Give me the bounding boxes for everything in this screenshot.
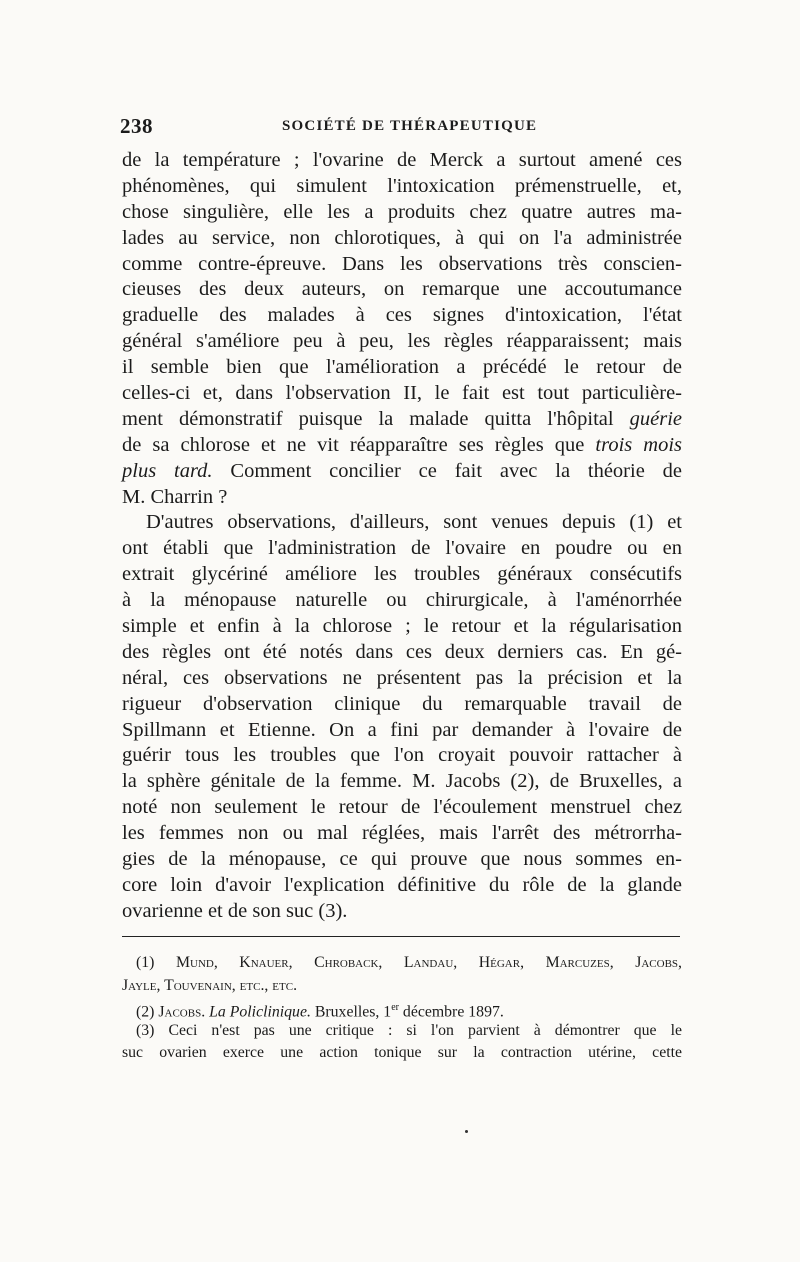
text-line: simple et enfin à la chlorose ; le retour et la régularisation <box>122 615 682 638</box>
text-line: des règles ont été notés dans ces deux derniers cas. En gé- <box>122 640 682 663</box>
text-line <box>122 459 682 485</box>
text-line: il semble bien que l'amélioration a précédé le retour de <box>122 356 682 379</box>
text-line: phénomènes, qui simulent l'intoxication prémenstruelle, et, <box>122 174 682 197</box>
text-line: noté non seulement le retour de l'écoulement menstruel chez <box>122 796 682 819</box>
text-line: les femmes non ou mal réglées, mais l'arrêt des métrorrha- <box>122 822 682 845</box>
text-line: ovarienne et de son suc (3). <box>122 899 348 922</box>
footnote-journal-title: La Policlinique. <box>209 1003 311 1021</box>
text-fragment: ment démonstratif puisque la malade quitta l'hôpital <box>122 407 614 430</box>
text-line: Spillmann et Etienne. On a fini par demander à l'ovaire de <box>122 718 682 741</box>
text-line: comme contre-épreuve. Dans les observations très conscien- <box>122 252 682 275</box>
text-fragment: Comment concilier ce fait avec la théorie de <box>230 459 682 482</box>
page-number: 238 <box>120 114 153 138</box>
text-line: de la température ; l'ovarine de Merck a surtout amené ces <box>122 149 682 171</box>
italic-fragment: guérie <box>629 407 683 430</box>
text-line: rigueur d'observation clinique du remarquable travail de <box>122 692 682 715</box>
text-line: M. Charrin ? <box>122 485 228 508</box>
text-line <box>122 433 682 459</box>
text-line: gies de la ménopause, ce qui prouve que nous sommes en- <box>122 848 682 871</box>
footnote-author: (2) Jacobs. <box>136 1003 206 1021</box>
text-line: chose singulière, elle les a produits chez quatre autres ma- <box>122 200 682 223</box>
text-line: néral, ces observations ne présentent pas la précision et la <box>122 666 682 689</box>
text-line: D'autres observations, d'ailleurs, sont venues depuis (1) et <box>146 511 682 534</box>
ink-speck <box>465 1130 468 1133</box>
text-line: guérir tous les troubles que l'on croyait pouvoir rattacher à <box>122 744 682 767</box>
text-fragment: de sa chlorose et ne vit réapparaître ses règles que <box>122 433 585 456</box>
running-head: SOCIÉTÉ DE THÉRAPEUTIQUE <box>282 118 538 134</box>
footnote-3: (3) Ceci n'est pas une critique : si l'on parvient à démontrer que le <box>136 1021 682 1039</box>
footnote-2 <box>122 997 682 1020</box>
footnote-1-continued: Jayle, Touvenain, etc., etc. <box>122 976 298 994</box>
text-line: la sphère génitale de la femme. M. Jacobs (2), de Bruxelles, a <box>122 770 682 793</box>
footnote-superscript: er <box>391 1002 399 1013</box>
text-line: à la ménopause naturelle ou chirurgicale, à l'aménorrhée <box>122 589 682 612</box>
footnote-text: Bruxelles, 1 <box>314 1003 392 1021</box>
text-line: core loin d'avoir l'explication définitive du rôle de la glande <box>122 873 682 896</box>
text-line: celles-ci et, dans l'observation II, le fait est tout particulière- <box>122 382 682 405</box>
footnotes <box>122 952 682 1065</box>
text-line: graduelle des malades à ces signes d'intoxication, l'état <box>122 304 682 327</box>
text-line: extrait glycériné améliore les troubles généraux consécutifs <box>122 563 682 586</box>
text-line: cieuses des deux auteurs, on remarque une accoutumance <box>122 278 682 301</box>
italic-fragment: trois mois <box>595 433 682 456</box>
footnote-1: (1) Mund, Knauer, Chroback, Landau, Hégar, Marcuzes, Jacobs, <box>136 954 682 971</box>
text-line: ont établi que l'administration de l'ovaire en poudre ou en <box>122 537 682 560</box>
text-line: général s'améliore peu à peu, les règles réapparaissent; mais <box>122 330 682 353</box>
text-line: lades au service, non chlorotiques, à qui on l'a administrée <box>122 226 682 249</box>
text-line <box>122 407 682 433</box>
footnote-3-continued: suc ovarien exerce une action tonique sur la contraction utérine, cette <box>122 1044 682 1061</box>
footnote-rule <box>122 936 680 937</box>
footnote-text: décembre 1897. <box>398 1003 504 1021</box>
italic-fragment: plus tard. <box>122 459 213 482</box>
page-header <box>120 114 680 144</box>
body-text <box>122 148 682 925</box>
